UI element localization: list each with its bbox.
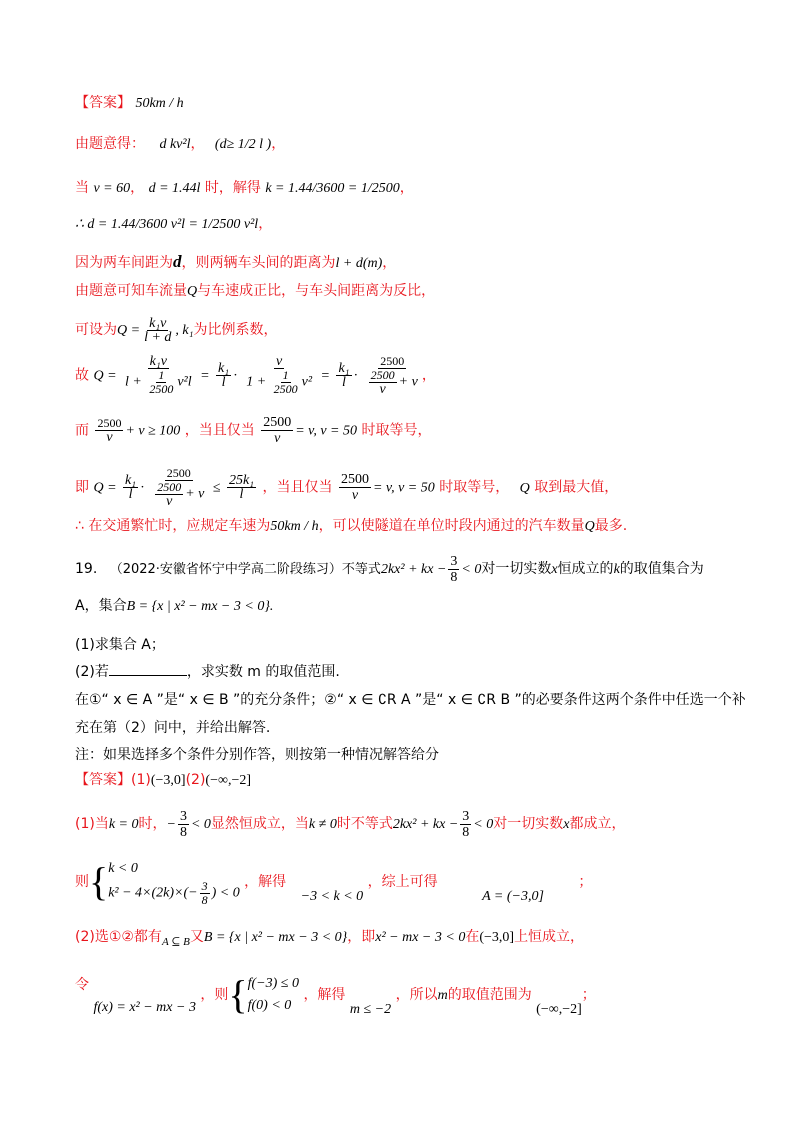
solution-19-line-3: (2)选①②都有$_{A ⊆ B}$又B = {x | x² − mx − 3 < 0}，即x² − mx − 3 < 0在(−3,0]上恒成立， (75, 929, 585, 948)
solution-text: ； (578, 874, 593, 890)
question-text: 恒成立的 (557, 561, 614, 577)
formula: x² − mx − 3 < 0 (375, 930, 466, 945)
solution-text: 时取等号， (439, 479, 510, 496)
solution-text: ； (581, 987, 596, 1003)
solution-text: 又 (189, 929, 204, 945)
answer-value: (−∞,−2] (205, 773, 252, 788)
formula: 50km / h (270, 519, 319, 534)
answer-part: (1) (131, 772, 151, 788)
formula: k = 0 (108, 817, 139, 832)
solution-line-10 (75, 516, 627, 537)
solution-text: 时不等式 (336, 816, 393, 832)
question-19-conditions (75, 690, 746, 710)
solution-text: ∴ 在交通繁忙时，应规定车速为 (75, 518, 271, 534)
answer-line-1 (75, 93, 184, 114)
solution-text: 在 (465, 929, 480, 945)
solution-text: ，可以使隧道在单位时段内通过的汽车数量 (318, 518, 585, 534)
formula: A ⊆ B (161, 936, 190, 948)
variable: d (173, 252, 182, 271)
solution-line-6: 可设为Q = $\frac{\text{k₁v}}{l + d}$ , k₁为比例系数， (75, 315, 278, 345)
question-text: A，集合 (75, 598, 127, 614)
variable: x (551, 562, 558, 577)
question-19-part-2 (75, 661, 340, 682)
solution-text: ，当且仅当 (184, 422, 255, 439)
answer-blank (109, 661, 187, 676)
question-number: 19. (75, 561, 98, 577)
solution-line-7: 故 Q = k₁v l + $\frac{1}{2500}$ v²l = $\frac{\text{k₁}}{l}$ · v 1 + $\frac{1}{2500}$ v² = $\frac{\text{k₁}}{l}$ · 2500 $\frac{2500}{v}$ + v ， (75, 354, 436, 397)
solution-line-2: 当 v = 60， d = 1.44l 时，解得 k = 1.44/3600 = 1/2500， (75, 180, 414, 196)
solution-text: 由题意可知车流量 (75, 283, 187, 299)
solution-text: 对一切实数 (493, 816, 564, 832)
formula: A = (−3,0] (482, 889, 544, 904)
solution-19-line-2: 则{ k < 0 k² − 4×(2k)×(− $\frac{3}{8}$ ) < 0 ，解得 −3 < k < 0 ，综上可得 A = (−3,0] ； (75, 859, 593, 907)
question-19-note (75, 745, 439, 765)
solution-line-5 (75, 281, 435, 302)
solution-text: 令 (75, 977, 89, 993)
formula: (−∞,−2] (536, 1002, 582, 1017)
variable: m (437, 988, 448, 1003)
solution-text: 即 (75, 479, 89, 496)
variable: k (613, 562, 620, 577)
formula: d kv²l (159, 137, 191, 152)
answer-part: (2) (185, 772, 206, 788)
solution-text: 而 (75, 422, 89, 439)
solution-line-1: 由题意得： d kv²l， (d≥ 1/2 l )， (75, 136, 286, 152)
question-text: 充在第（2）问中，并给出解答. (75, 720, 271, 736)
solution-text: ，当且仅当 (262, 479, 333, 496)
formula: f(x) = x² − mx − 3 (93, 1000, 196, 1015)
solution-text: 时， (138, 816, 167, 832)
solution-text: ，解得 (303, 987, 346, 1003)
solution-text: ，所以 (395, 987, 438, 1003)
question-text: (1)求集合 A； (75, 637, 165, 653)
solution-text: 都成立， (569, 816, 626, 832)
solution-text: 最多. (594, 518, 628, 534)
solution-text: 取到最大值， (534, 479, 619, 496)
variable: x (563, 817, 570, 832)
formula: −3 < k < 0 (300, 889, 364, 904)
formula: l + d(m) (335, 256, 383, 271)
solution-text: 与车速成正比，与车头间距离为反比， (197, 283, 436, 299)
formula: m ≤ −2 (349, 1002, 392, 1017)
solution-text: ，则 (200, 987, 229, 1003)
variable: Q (187, 284, 198, 299)
question-text: 对一切实数 (481, 561, 552, 577)
solution-text: 时取等号， (361, 422, 432, 439)
question-text: 的取值集合为 (619, 561, 704, 577)
solution-text: 显然恒成立，当 (210, 816, 309, 832)
solution-text: 时，解得 (204, 180, 261, 196)
answer-value: (−3,0] (150, 773, 186, 788)
formula: ∴ d = 1.44/3600 v²l = 1/2500 v²l (75, 217, 259, 232)
solution-19-line-1: (1)当k = 0时，− $\frac{3}{8}$ < 0显然恒成立，当k ≠ 0时不等式2kx² + kx − $\frac{3}{8}$ < 0对一切实数x都成立， (75, 808, 626, 840)
solution-text: 当 (75, 180, 89, 196)
solution-text: 故 (75, 367, 89, 384)
question-19-line-2: A，集合B = {x | x² − mx − 3 < 0}. (75, 598, 274, 614)
formula-condition: (d≥ 1/2 l ) (214, 137, 272, 152)
solution-text: 上恒成立， (514, 929, 585, 945)
formula: (−3,0] (479, 930, 515, 945)
question-text: (2)若 (75, 664, 109, 680)
variable: Q (584, 519, 595, 534)
solution-line-8: 而 $\frac{2500}{v}$ + v ≥ 100 ，当且仅当 $\frac{2500}{v}$ = v, v = 50 时取等号， (75, 415, 432, 446)
solution-text: 因为两车间距为 (75, 255, 173, 271)
answer-tag: 【答案】 (75, 95, 131, 111)
question-text: ，求实数 m 的取值范围. (186, 664, 340, 680)
solution-text: 由题意得： (75, 136, 145, 152)
formula: d = 1.44l (148, 181, 201, 196)
solution-text: ，则两辆车头间的距离为 (181, 255, 336, 271)
formula: k = 1.44/3600 = 1/2500 (265, 181, 400, 196)
answer-value: 50km / h (135, 96, 184, 111)
formula: k ≠ 0 (308, 817, 337, 832)
solution-text: 则 (75, 874, 89, 890)
solution-line-4: 因为两车间距为d，则两辆车头间的距离为l + d(m)， (75, 252, 397, 271)
question-19-part-1 (75, 635, 165, 655)
solution-text: (2)选①②都有 (75, 929, 162, 945)
solution-line-3: ∴ d = 1.44/3600 v²l = 1/2500 v²l， (75, 216, 273, 232)
solution-19-line-4: 令 f(x) = x² − mx − 3 ，则{ f(−3) ≤ 0 f(0) < 0 ，解得 m ≤ −2 ，所以m的取值范围为 (−∞,−2]； (75, 972, 596, 1017)
answer-tag: 【答案】 (75, 772, 131, 788)
solution-text: 为比例系数， (193, 322, 278, 338)
formula: v = 60 (93, 181, 131, 196)
solution-text: ，综上可得 (367, 874, 438, 890)
question-19-line-1: 19. （2022·安徽省怀宁中学高二阶段练习）不等式2kx² + kx − $\frac{3}{8}$ < 0对一切实数x恒成立的k的取值集合为 (75, 553, 704, 585)
question-19-conditions-2 (75, 718, 270, 738)
solution-text: 的取值范围为 (447, 987, 532, 1003)
solution-text: ，即 (347, 929, 376, 945)
question-text: 在①“ x ∈ A ”是“ x ∈ B ”的充分条件；②“ x ∈ ∁R A ”是“ x ∈ ∁R B ”的必要条件这两个条件中任选一个补 (75, 692, 746, 708)
solution-text: 可设为 (75, 322, 117, 338)
question-note: 注：如果选择多个条件分别作答，则按第一种情况解答给分 (75, 747, 439, 763)
solution-text: (1)当 (75, 816, 109, 832)
solution-text: ，解得 (244, 874, 287, 890)
answer-line-2 (75, 770, 251, 791)
question-source: （2022·安徽省怀宁中学高二阶段练习）不等式 (109, 562, 381, 577)
solution-line-9: 即 Q = $\frac{\text{k₁}}{l}$ · 2500 $\frac{2500}{v}$ + v ≤ $\frac{\text{25k₁}}{l}$ ，当且仅当 $\frac{2500}{v}$ = v, v = 50 时取等号， Q 取到最大值， (75, 466, 619, 509)
